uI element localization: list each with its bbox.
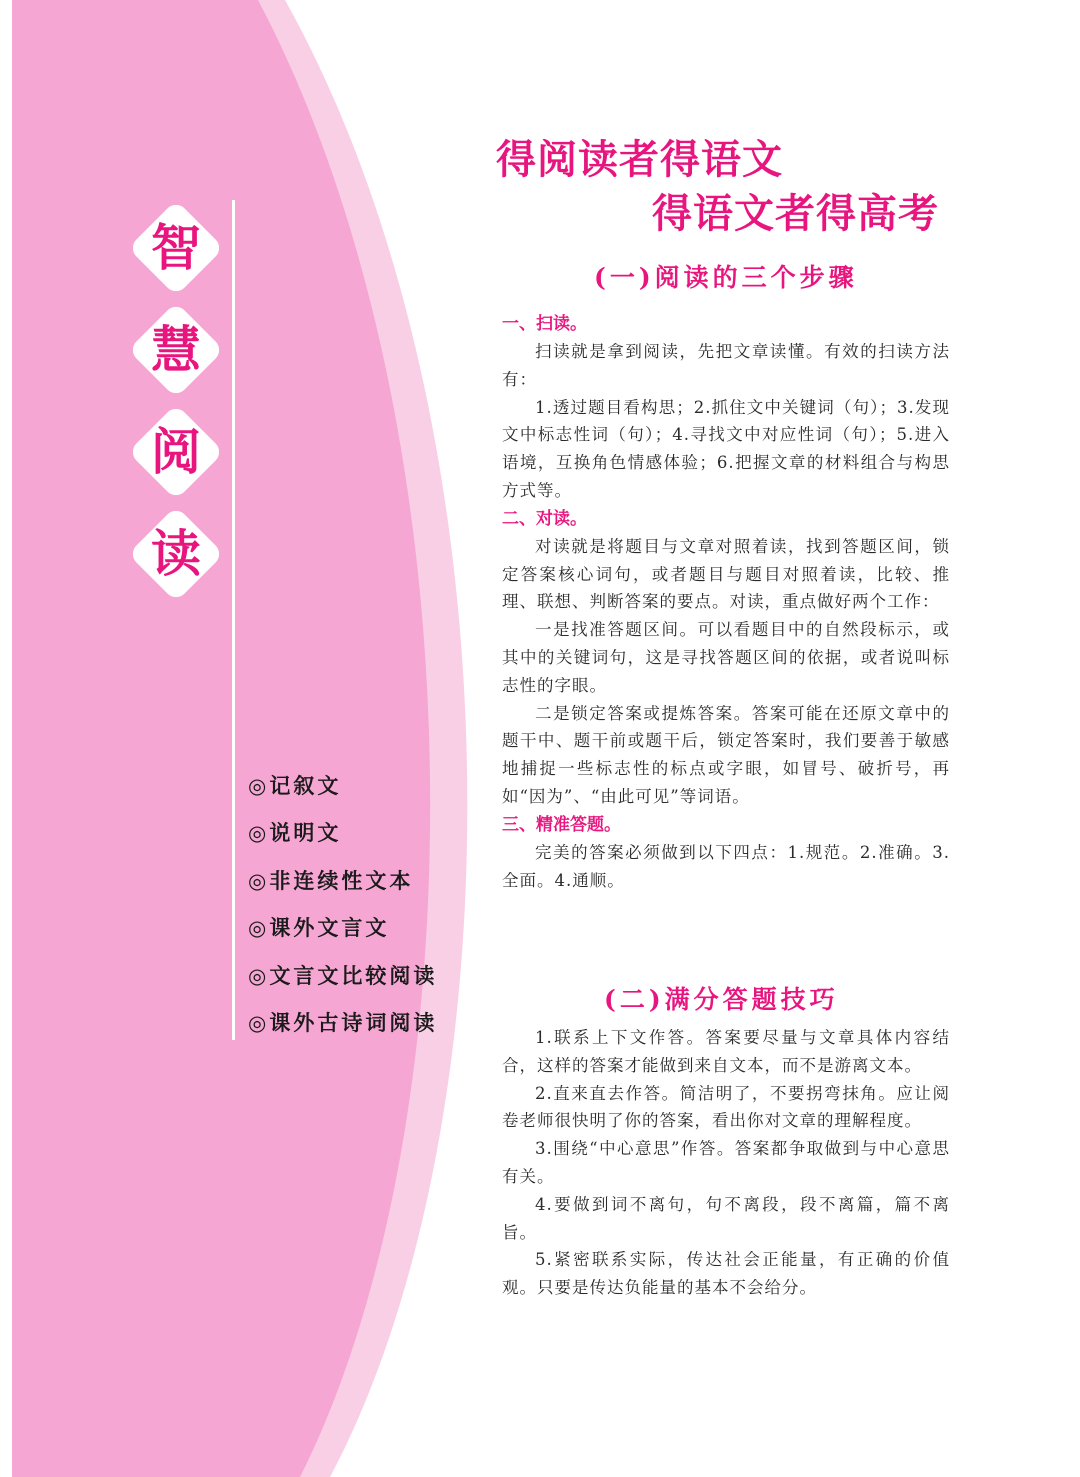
paragraph: 2.直来直去作答。简洁明了，不要拐弯抹角。应让阅卷老师很快明了你的答案，看出你对文章的理解程度。 <box>502 1083 950 1131</box>
title-diamond <box>128 506 224 602</box>
vertical-divider <box>232 200 235 1040</box>
category-item: ◎说明文 <box>248 820 342 846</box>
paragraph: 一是找准答题区间。可以看题目中的自然段标示，或其中的关键词句，这是寻找答题区间的依据，或者说叫标志性的字眼。 <box>502 620 950 695</box>
section-2-body <box>502 1024 950 1302</box>
paragraph: 完美的答案必须做到以下四点：1.规范。2.准确。3.全面。4.通顺。 <box>502 842 950 890</box>
category-list <box>248 768 437 1052</box>
paragraph: 1.透过题目看构思；2.抓住文中关键词（句）；3.发现文中标志性词（句）；4.寻找文中对应性词（句）；5.进入语境，互换角色情感体验；6.把握文章的材料组合与构思方式等。 <box>502 397 950 500</box>
paragraph: 4.要做到词不离句，句不离段，段不离篇，篇不离旨。 <box>502 1194 950 1242</box>
section-title: (二)满分答题技巧 <box>604 985 839 1014</box>
category-item: ◎文言文比较阅读 <box>248 962 438 988</box>
paragraph: 1.联系上下文作答。答案要尽量与文章具体内容结合，这样的答案才能做到来自文本，而不是游离文本。 <box>502 1028 950 1075</box>
category-item: ◎课外古诗词阅读 <box>248 1009 438 1035</box>
paragraph: 扫读就是拿到阅读，先把文章读懂。有效的扫读方法有： <box>502 342 950 389</box>
category-item: ◎非连续性文本 <box>248 867 414 893</box>
paragraph: 3.围绕“中心意思”作答。答案都争取做到与中心意思有关。 <box>502 1139 950 1186</box>
category-item: ◎课外文言文 <box>248 915 390 941</box>
section-1-body <box>502 310 950 894</box>
paragraph: 二是锁定答案或提炼答案。答案可能在还原文章中的题干中、题干前或题干后，锁定答案时，我们要善于敏感地捕捉一些标志性的标点或字眼，如冒号、破折号，再如“因为”、“由此可见”等词语。 <box>502 703 950 806</box>
title-char: 慧 <box>151 321 201 379</box>
headline-line-2: 得语文者得高考 <box>652 191 939 237</box>
section-title: (一)阅读的三个步骤 <box>594 263 858 292</box>
title-diamond <box>128 404 224 500</box>
title-char: 阅 <box>151 423 201 481</box>
paragraph: 对读就是将题目与文章对照着读，找到答题区间，锁定答案核心词句，或者题目与题目对照着读，比较、推理、联想、判断答案的要点。对读，重点做好两个工作： <box>502 536 950 612</box>
category-item: ◎记叙文 <box>248 773 342 798</box>
title-diamond <box>128 200 224 296</box>
headline-line-1: 得阅读者得语文 <box>496 137 783 183</box>
step-heading: 三、精准答题。 <box>502 814 621 835</box>
step-heading: 二、对读。 <box>502 508 587 529</box>
title-char: 读 <box>151 525 201 583</box>
paragraph: 5.紧密联系实际，传达社会正能量，有正确的价值观。只要是传达负能量的基本不会给分。 <box>502 1250 950 1298</box>
step-heading: 一、扫读。 <box>502 314 587 334</box>
title-diamond <box>128 302 224 398</box>
title-char: 智 <box>151 219 201 277</box>
